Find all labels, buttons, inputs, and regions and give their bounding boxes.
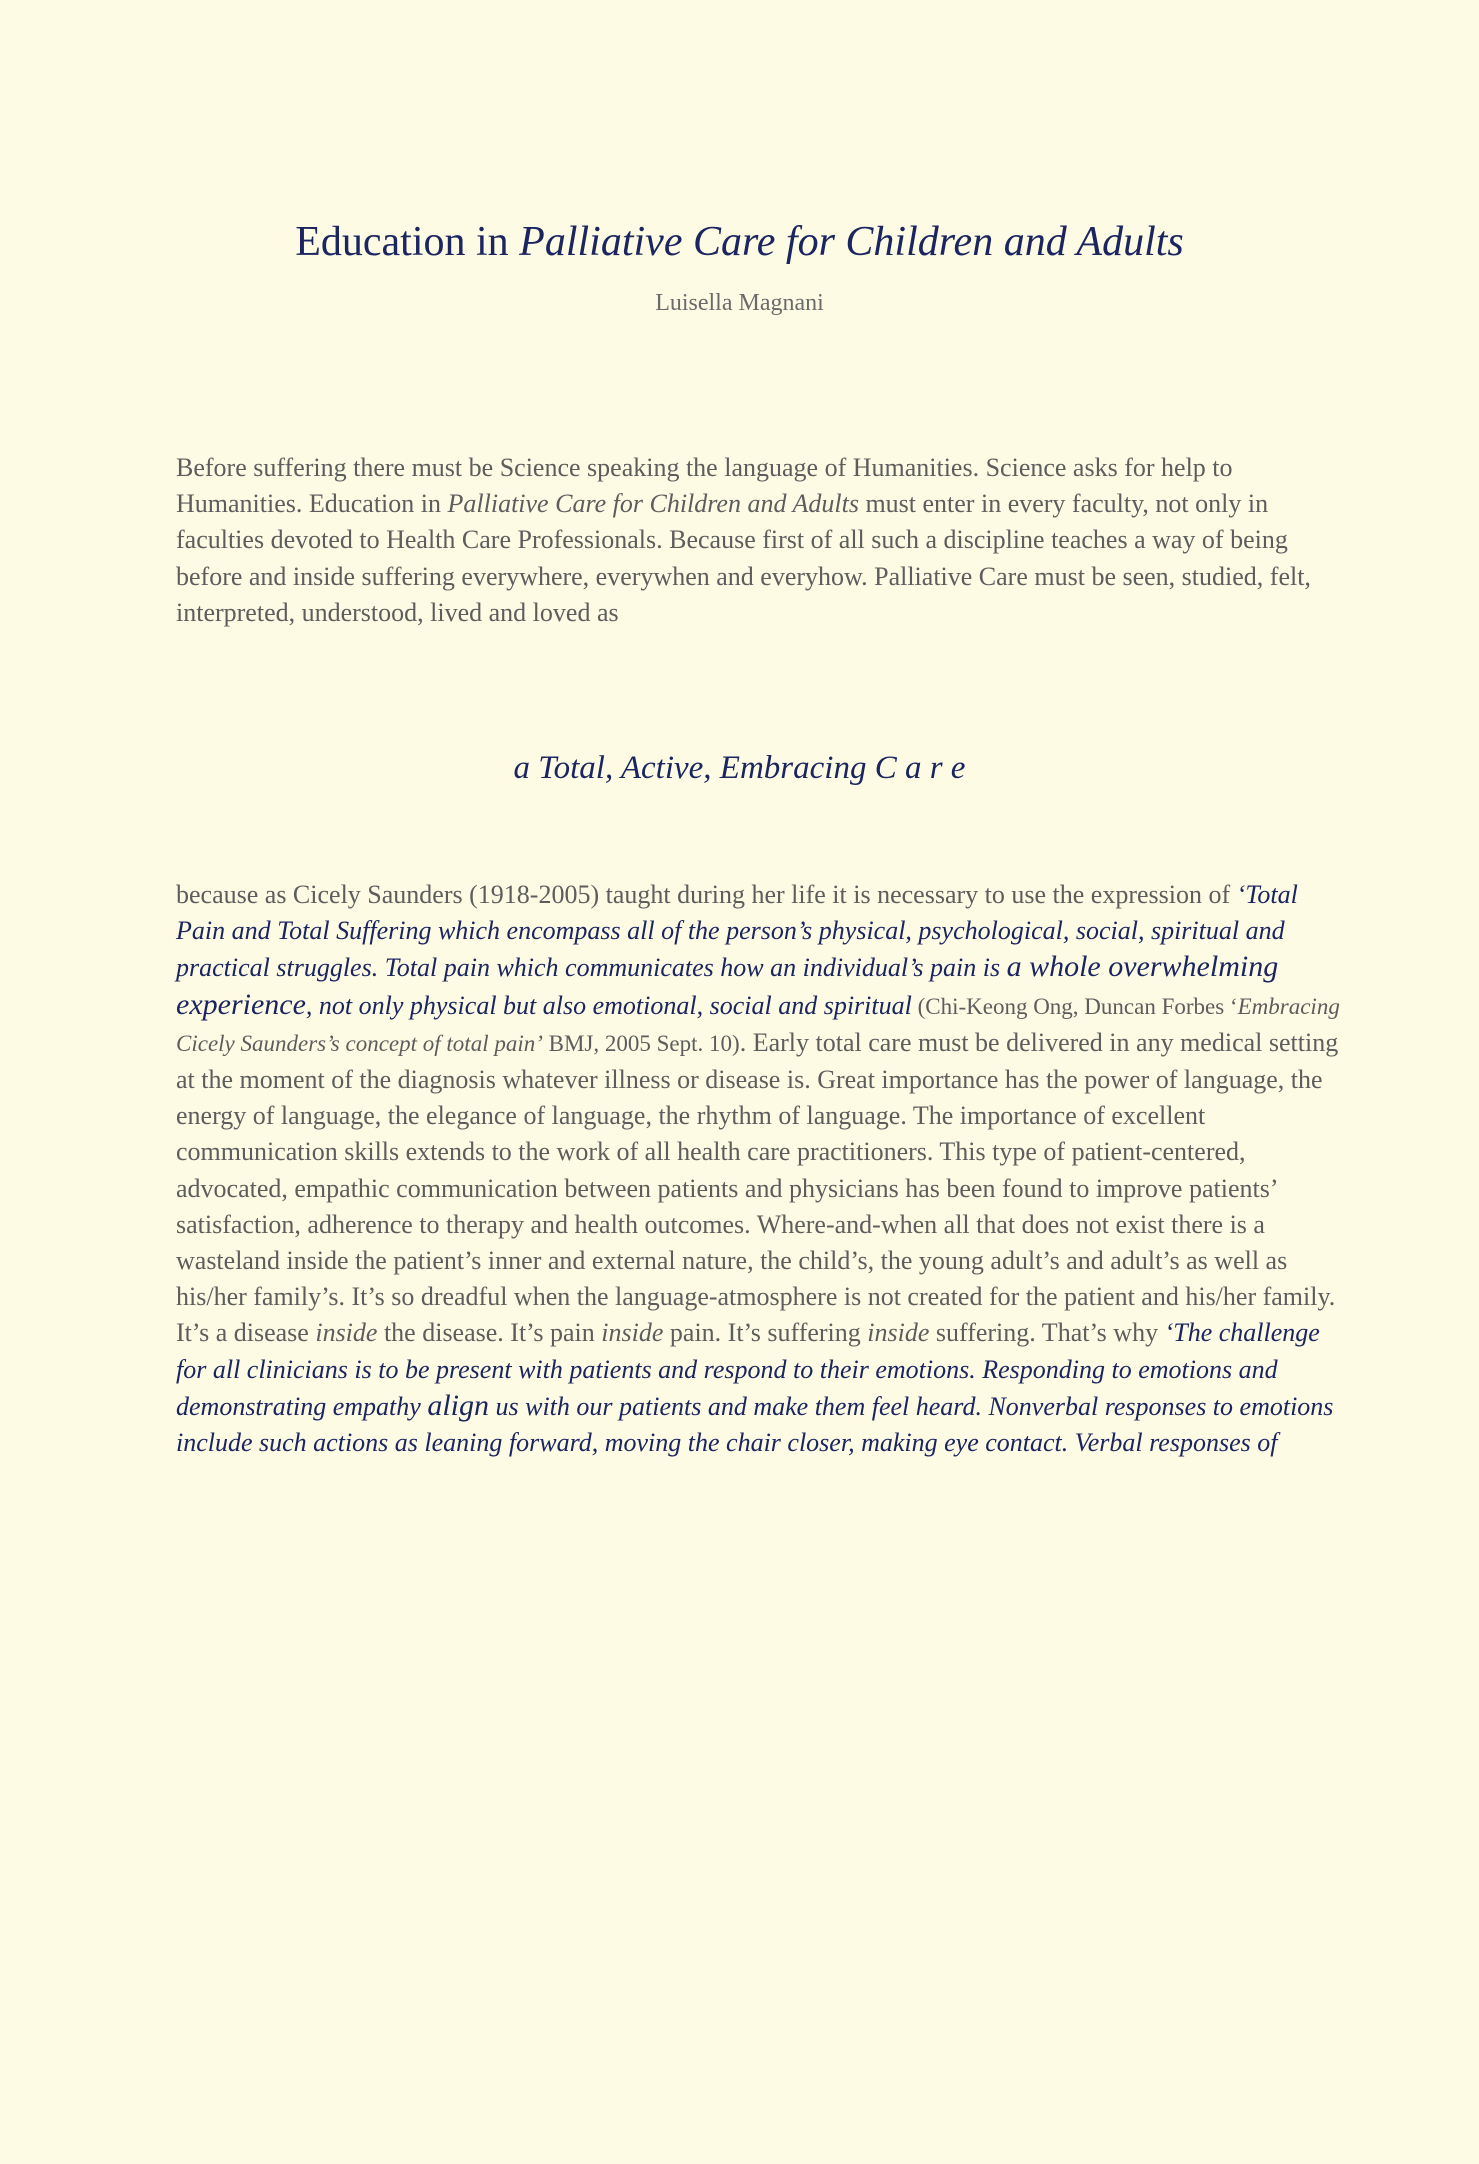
center-quote: a Total, Active, Embracing C a r e <box>513 750 966 786</box>
main-text-4: pain. It’s suffering <box>663 1318 868 1348</box>
quote-total-pain-end: , not only physical but also emotional, social and spiritual <box>305 990 912 1020</box>
author-name: Luisella Magnani <box>655 290 824 316</box>
quote-emphasis: a whole overwhelming experience <box>176 950 1279 1021</box>
document-title <box>0 214 1479 270</box>
citation-source: BMJ, 2005 Sept. 10) <box>542 1030 740 1056</box>
title-prefix: Education in <box>295 219 520 265</box>
paragraph-main <box>176 877 1342 1461</box>
quote-total-pain: ‘Total Pain and Total Suffering which encompass all of the person’s physical, psychological, social, spiritual and practical struggles. Total pain which communicates how an individual’s pain is <box>176 880 1298 983</box>
inside-word-2: inside <box>601 1318 664 1348</box>
quote-challenge-end: us with our patients and make them feel heard. Nonverbal responses to emotions include such actions as leaning forward, moving the chair closer, making eye contact. Verbal responses of <box>176 1391 1334 1458</box>
title-italic: Palliative Care for Children and Adults <box>519 219 1184 265</box>
inside-word-3: inside <box>867 1318 930 1348</box>
quote-align: align <box>427 1388 489 1422</box>
main-text-2: . Early total care must be delivered in any medical setting at the moment of the diagnosis whatever illness or disease is. Great importance has the power of language, the energy of language, the elegance of language, the rhythm of language. The importance of excellent communication skills extends to the work of all health care practitioners. This type of patient-centered, advocated, empathic communication between patients and physicians has been found to improve patients’ satisfaction, adherence to therapy and health outcomes. Where-and-when all that does not exist there is a wasteland inside the patient’s inner and external nature, the child’s, the young adult’s and adult’s as well as his/her family’s. It’s so dreadful when the language-atmosphere is not created for the patient and his/her family. It’s a disease <box>176 1027 1339 1348</box>
main-text-5: suffering. That’s why <box>929 1318 1165 1348</box>
inside-word-1: inside <box>315 1318 378 1348</box>
main-text-3: the disease. It’s pain <box>377 1318 602 1348</box>
main-text-1: because as Cicely Saunders (1918-2005) taught during her life it is necessary to use the expression of <box>176 880 1237 909</box>
intro-text-1: Before suffering there must be Science speaking the language of Humanities. Science asks for help to Humanities. Education in <box>176 453 1233 519</box>
intro-text-2: must enter in every faculty, not only in faculties devoted to Health Care Professionals. Because first of all such a discipline teaches a way of being before and inside suffering everywhere, everywhen and everyhow. Palliative Care must be seen, studied, felt, interpreted, understood, lived and loved as <box>176 489 1311 627</box>
citation-title: Embracing Cicely Saunders’s concept of total pain’ <box>176 993 1340 1056</box>
quote-challenge: ‘The challenge for all clinicians is to be present with patients and respond to their emotions. Responding to emotions and demonstrating empathy <box>176 1318 1320 1421</box>
intro-italic-title: Palliative Care for Children and Adults <box>447 489 859 519</box>
paragraph-intro <box>176 450 1342 631</box>
citation-authors: (Chi-Keong Ong, Duncan Forbes ‘ <box>911 993 1238 1019</box>
